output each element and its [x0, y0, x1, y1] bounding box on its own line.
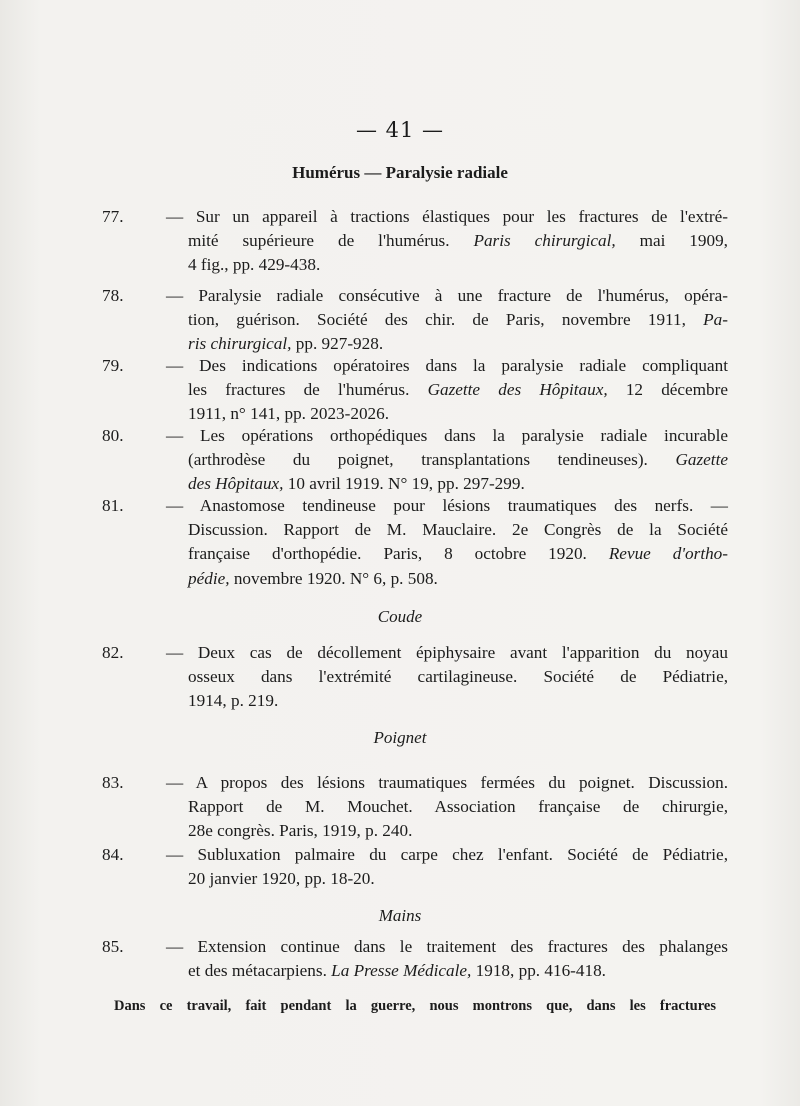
bibliography-entry-78: [102, 284, 728, 357]
entry-line: 28e congrès. Paris, 1919, p. 240.: [188, 821, 413, 841]
entry-number: 77.: [102, 207, 124, 226]
bibliography-entry-85: [102, 935, 728, 983]
entry-number: 85.: [102, 937, 124, 956]
entry-line: 1911, n° 141, pp. 2023-2026.: [188, 404, 390, 424]
entry-line: Discussion. Rapport de M. Mauclaire. 2e Congrès de la Société: [188, 520, 728, 540]
entry-number: 78.: [102, 286, 124, 305]
section-title: Humérus — Paralysie radiale: [292, 163, 508, 182]
bibliography-entry-84: [102, 843, 728, 891]
subheading-poignet: Poignet: [373, 728, 427, 747]
entry-line: — Des indications opératoires dans la paralysie radiale compliquant: [166, 356, 728, 375]
entry-line: — Subluxation palmaire du carpe chez l'enfant. Société de Pédiatrie,: [166, 845, 728, 864]
entry-number: 83.: [102, 773, 124, 792]
entry-number: 81.: [102, 496, 124, 515]
subheading-coude: Coude: [377, 607, 423, 626]
entry-line: — Sur un appareil à tractions élastiques pour les fractures de l'extré-: [166, 207, 728, 226]
entry-number: 82.: [102, 643, 124, 662]
entry-line: mité supérieure de l'humérus. Paris chirurgical, mai 1909,: [188, 231, 728, 251]
entry-line: 4 fig., pp. 429-438.: [188, 255, 321, 275]
bibliography-entry-77: [102, 205, 728, 278]
bibliography-entry-81: [102, 494, 729, 591]
entry-line: ris chirurgical, pp. 927-928.: [188, 334, 384, 354]
entry-line: — Paralysie radiale consécutive à une fracture de l'humérus, opéra-: [166, 286, 728, 305]
entry-line: française d'orthopédie. Paris, 8 octobre 1920. Revue d'ortho-: [188, 544, 729, 564]
bibliography-entry-80: [102, 424, 728, 497]
page-number: — 41 —: [355, 118, 445, 142]
bibliography-entry-82: [102, 641, 728, 714]
bibliography-entry-79: [102, 354, 728, 427]
entry-line: osseux dans l'extrémité cartilagineuse. Société de Pédiatrie,: [188, 667, 728, 687]
entry-line: des Hôpitaux, 10 avril 1919. N° 19, pp. 297-299.: [188, 474, 525, 494]
closing-paragraph-line: Dans ce travail, fait pendant la guerre, nous montrons que, dans les fractures: [114, 998, 716, 1014]
entry-line: — Anastomose tendineuse pour lésions traumatiques des nerfs. —: [166, 496, 728, 515]
entry-line: tion, guérison. Société des chir. de Paris, novembre 1911, Pa-: [188, 310, 728, 330]
entry-line: 20 janvier 1920, pp. 18-20.: [188, 869, 375, 889]
entry-line: les fractures de l'humérus. Gazette des Hôpitaux, 12 décembre: [188, 380, 728, 400]
entry-number: 79.: [102, 356, 124, 375]
entry-line: pédie, novembre 1920. N° 6, p. 508.: [188, 568, 438, 588]
entry-line: — Extension continue dans le traitement des fractures des phalanges: [166, 937, 728, 956]
entry-number: 80.: [102, 426, 124, 445]
subheading-mains: Mains: [378, 906, 422, 925]
entry-line: et des métacarpiens. La Presse Médicale, 1918, pp. 416-418.: [188, 961, 606, 981]
entry-number: 84.: [102, 845, 124, 864]
entry-line: — Deux cas de décollement épiphysaire avant l'apparition du noyau: [166, 643, 728, 662]
entry-line: 1914, p. 219.: [188, 691, 279, 711]
entry-line: (arthrodèse du poignet, transplantations tendineuses). Gazette: [188, 450, 728, 470]
entry-line: — Les opérations orthopédiques dans la paralysie radiale incurable: [166, 426, 728, 445]
entry-line: Rapport de M. Mouchet. Association française de chirurgie,: [188, 797, 728, 817]
entry-line: — A propos des lésions traumatiques fermées du poignet. Discussion.: [166, 773, 728, 792]
bibliography-entry-83: [102, 771, 728, 844]
